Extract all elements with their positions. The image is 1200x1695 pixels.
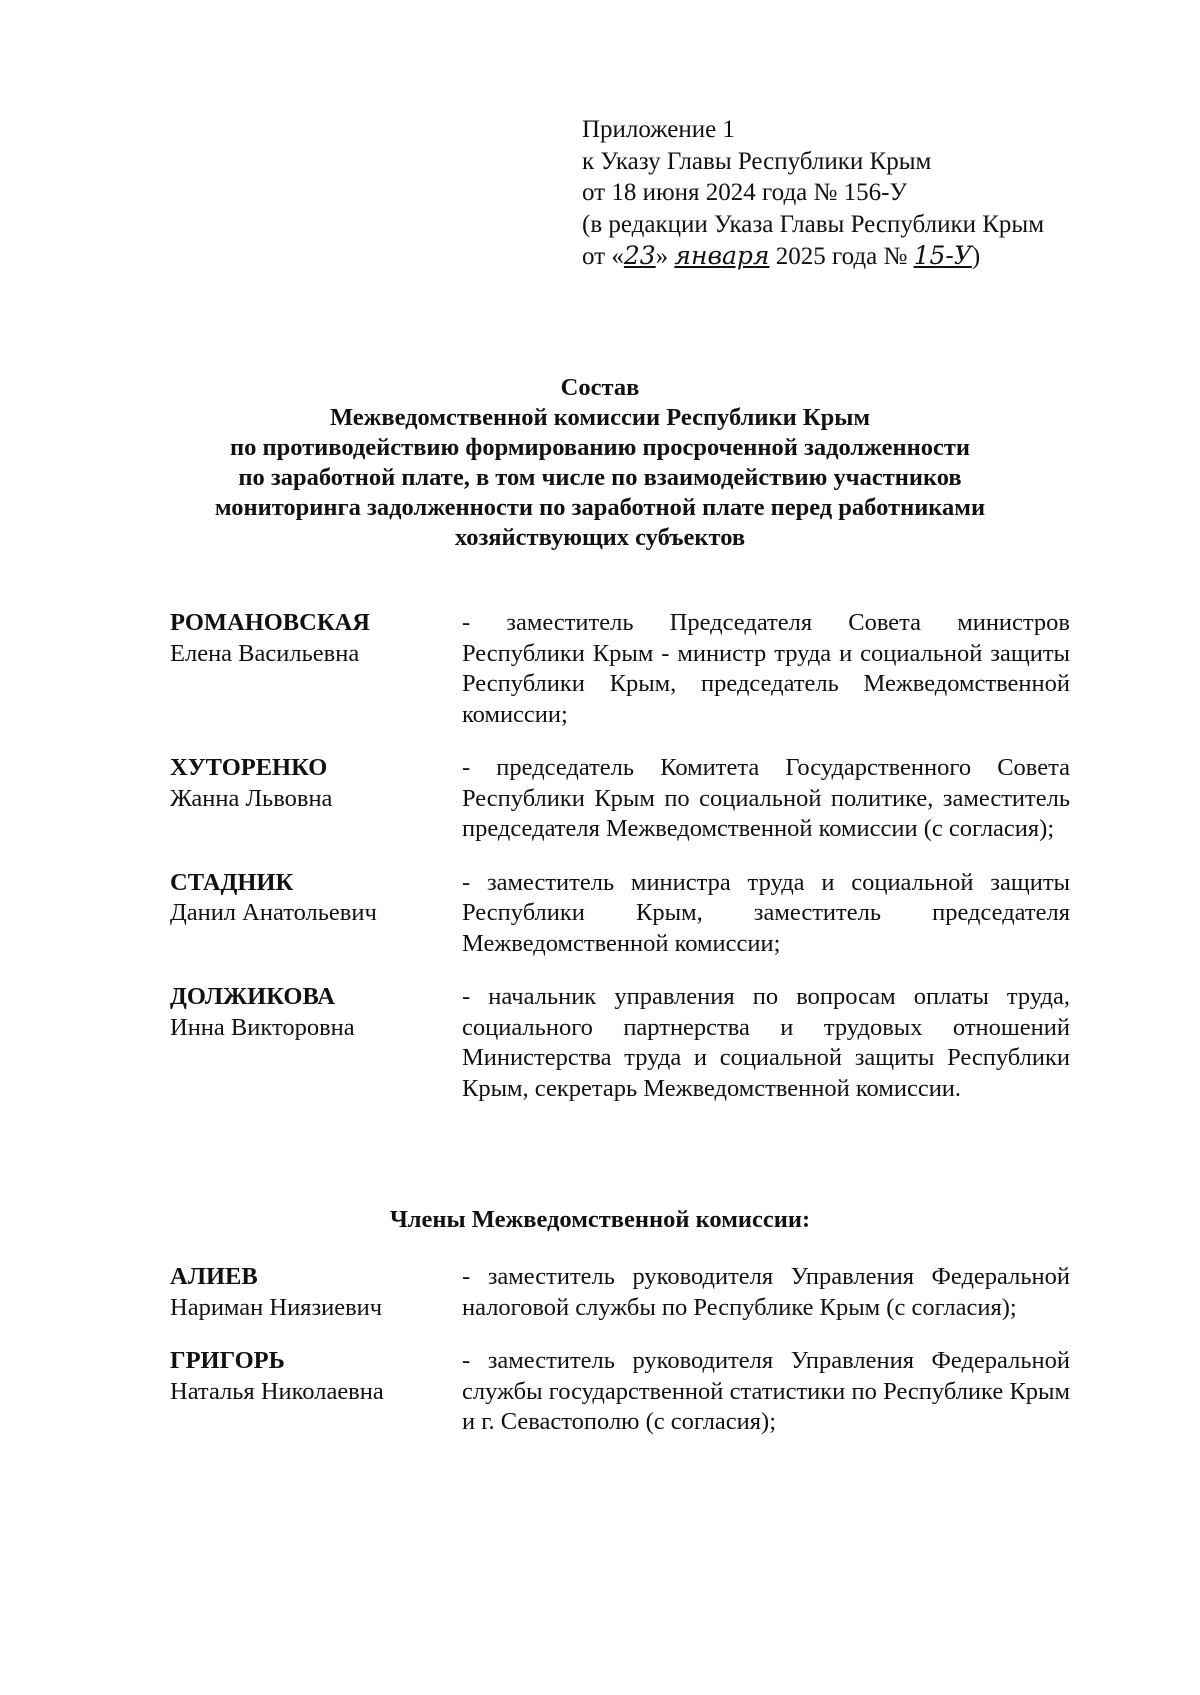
member-name: Инна Викторовна [170, 1013, 355, 1041]
member-surname: СТАДНИК [170, 868, 294, 896]
member-entry [170, 608, 1070, 730]
member-role: - заместитель руководителя Управления Федеральной службы государственной статистики по Республике Крым и г. Севастополю (с согласия); [462, 1347, 1070, 1435]
appendix-line: от 18 июня 2024 года № 156-У [582, 179, 908, 206]
member-name: Елена Васильевна [170, 639, 360, 667]
member-role: - заместитель руководителя Управления Федеральной налоговой службы по Республике Крым (с согласия); [462, 1263, 1070, 1321]
member-role: - заместитель Председателя Совета министров Республики Крым - министр труда и социальной защиты Республики Крым, председатель Межведомственной комиссии; [462, 609, 1070, 728]
title-line: Состав [560, 374, 640, 401]
handwritten-number: 15-У [913, 241, 972, 270]
member-name: Нариман Ниязиевич [170, 1293, 383, 1321]
member-role: - председатель Комитета Государственного Совета Республики Крым по социальной политике, заместитель председателя Межведомственной комиссии (с согласия); [462, 754, 1070, 842]
member-person [170, 1262, 462, 1323]
member-name: Наталья Николаевна [170, 1377, 384, 1405]
members-list [170, 1262, 1070, 1461]
appendix-amendment-date [582, 240, 1044, 273]
member-entry [170, 753, 1070, 845]
member-person [170, 753, 462, 845]
member-entry [170, 868, 1070, 960]
member-person [170, 868, 462, 960]
date-suffix: ) [971, 243, 981, 270]
member-surname: ГРИГОРЬ [170, 1347, 285, 1374]
member-entry [170, 1262, 1070, 1323]
date-prefix: от « [582, 243, 624, 270]
handwritten-day: 23 [623, 241, 656, 270]
member-name: Данил Анатольевич [170, 899, 377, 926]
member-surname: РОМАНОВСКАЯ [170, 609, 370, 636]
member-role: - заместитель министра труда и социальной защиты Республики Крым, заместитель председателя Межведомственной комиссии; [462, 868, 1070, 957]
date-mid: » [655, 243, 669, 270]
leaders-list [170, 608, 1070, 1127]
title-line: по заработной плате, в том числе по взаимодействию участников [238, 464, 962, 491]
member-surname: ХУТОРЕНКО [170, 754, 328, 781]
member-entry [170, 1346, 1070, 1438]
appendix-line: к Указу Главы Республики Крым [582, 147, 932, 175]
date-year: 2025 года № [775, 243, 908, 270]
title-line: по противодействию формированию просроченной задолженности [229, 434, 970, 461]
title-line: Межведомственной комиссии Республики Крым [329, 404, 871, 431]
appendix-header [582, 114, 1044, 273]
appendix-line: Приложение 1 [582, 116, 735, 143]
appendix-line: (в редакции Указа Главы Республики Крым [582, 210, 1045, 238]
members-heading: Члены Межведомственной комиссии: [389, 1206, 811, 1233]
document-title [150, 373, 1050, 553]
member-surname: ДОЛЖИКОВА [170, 983, 335, 1010]
title-line: хозяйствующих субъектов [454, 524, 746, 551]
member-entry [170, 982, 1070, 1104]
handwritten-month: января [674, 241, 770, 270]
member-person [170, 608, 462, 730]
member-name: Жанна Львовна [170, 784, 333, 812]
title-line: мониторинга задолженности по заработной плате перед работниками [214, 494, 986, 521]
member-surname: АЛИЕВ [170, 1263, 258, 1290]
member-role: - начальник управления по вопросам оплаты труда, социального партнерства и трудовых отношений Министерства труда и социальной защиты Республики Крым, секретарь Межведомственной комиссии. [462, 983, 1070, 1102]
member-person [170, 1346, 462, 1438]
member-person [170, 982, 462, 1104]
